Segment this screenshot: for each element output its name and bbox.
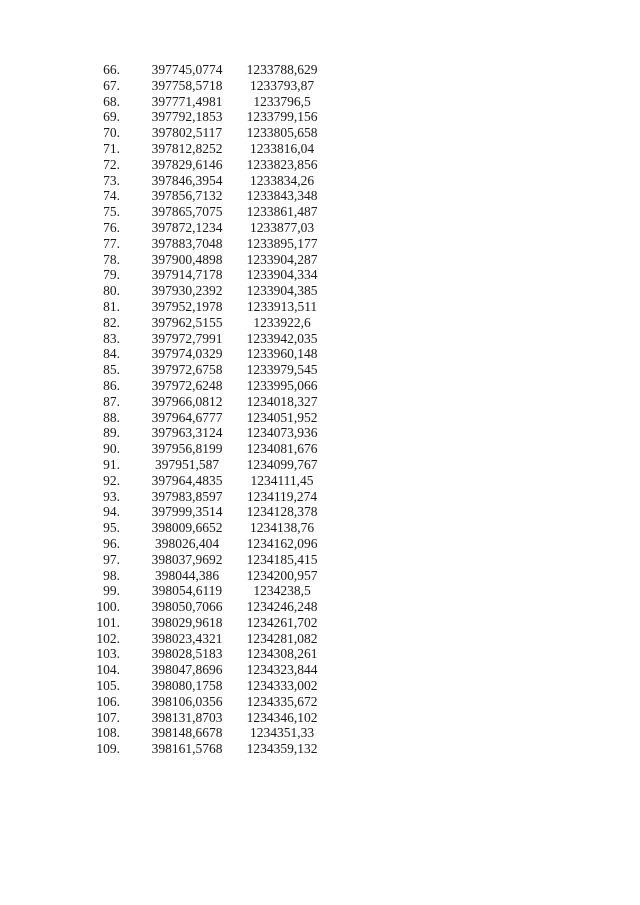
x-coordinate: 397758,5718: [151, 77, 223, 93]
y-coordinate: 1234081,676: [246, 441, 318, 457]
x-coordinate: 397972,6758: [151, 362, 223, 378]
point-number: 69.: [103, 109, 120, 125]
table-row: [70, 362, 332, 378]
point-number: 98.: [103, 567, 120, 583]
y-coordinate: 1234051,952: [246, 409, 318, 425]
table-row: [70, 536, 332, 552]
point-number: 90.: [103, 441, 120, 457]
y-coordinate: 1233922,6: [253, 314, 311, 330]
y-coordinate: 1234200,957: [246, 567, 318, 583]
x-coordinate: 398028,5183: [151, 646, 223, 662]
table-row: [70, 315, 332, 331]
point-number: 97.: [103, 551, 120, 567]
y-coordinate: 1234346,102: [246, 709, 318, 725]
coordinate-table-body: [70, 62, 332, 757]
y-coordinate: 1233816,04: [249, 140, 315, 156]
table-row: [70, 109, 332, 125]
y-coordinate: 1233796,5: [253, 93, 311, 109]
point-number: 108.: [96, 725, 120, 741]
table-row: [70, 457, 332, 473]
y-coordinate: 1234138,76: [249, 520, 315, 536]
x-coordinate: 398106,0356: [151, 693, 223, 709]
point-number: 94.: [103, 504, 120, 520]
table-row: [70, 489, 332, 505]
x-coordinate: 397856,7132: [151, 188, 223, 204]
x-coordinate: 398044,386: [154, 567, 220, 583]
y-coordinate: 1234359,132: [246, 741, 318, 757]
point-number: 71.: [103, 140, 120, 156]
table-row: [70, 299, 332, 315]
table-row: [70, 410, 332, 426]
x-coordinate: 397771,4981: [151, 93, 223, 109]
point-number: 92.: [103, 472, 120, 488]
table-row: [70, 599, 332, 615]
table-row: [70, 188, 332, 204]
x-coordinate: 398047,8696: [151, 662, 223, 678]
y-coordinate: 1234335,672: [246, 693, 318, 709]
table-row: [70, 173, 332, 189]
x-coordinate: 397963,3124: [151, 425, 223, 441]
point-number: 80.: [103, 283, 120, 299]
y-coordinate: 1233793,87: [249, 77, 315, 93]
point-number: 105.: [96, 678, 120, 694]
y-coordinate: 1234099,767: [246, 456, 318, 472]
point-number: 77.: [103, 235, 120, 251]
point-number: 88.: [103, 409, 120, 425]
x-coordinate: 398161,5768: [151, 741, 223, 757]
point-number: 103.: [96, 646, 120, 662]
table-row: [70, 94, 332, 110]
y-coordinate: 1234162,096: [246, 535, 318, 551]
x-coordinate: 397865,7075: [151, 204, 223, 220]
y-coordinate: 1234323,844: [246, 662, 318, 678]
point-number: 87.: [103, 393, 120, 409]
point-number: 66.: [103, 62, 120, 77]
table-row: [70, 125, 332, 141]
table-row: [70, 568, 332, 584]
y-coordinate: 1234351,33: [249, 725, 315, 741]
x-coordinate: 397964,4835: [151, 472, 223, 488]
x-coordinate: 398148,6678: [151, 725, 223, 741]
y-coordinate: 1234119,274: [246, 488, 318, 504]
x-coordinate: 398050,7066: [151, 599, 223, 615]
point-number: 70.: [103, 125, 120, 141]
x-coordinate: 397972,7991: [151, 330, 223, 346]
table-row: [70, 378, 332, 394]
table-row: [70, 678, 332, 694]
y-coordinate: 1233823,856: [246, 156, 318, 172]
point-number: 93.: [103, 488, 120, 504]
table-row: [70, 157, 332, 173]
table-row: [70, 62, 332, 78]
x-coordinate: 397914,7178: [151, 267, 223, 283]
point-number: 82.: [103, 314, 120, 330]
y-coordinate: 1233895,177: [246, 235, 318, 251]
x-coordinate: 398023,4321: [151, 630, 223, 646]
x-coordinate: 397930,2392: [151, 283, 223, 299]
y-coordinate: 1233904,385: [246, 283, 318, 299]
table-row: [70, 631, 332, 647]
table-row: [70, 725, 332, 741]
x-coordinate: 397964,6777: [151, 409, 223, 425]
x-coordinate: 398131,8703: [151, 709, 223, 725]
table-row: [70, 473, 332, 489]
table-row: [70, 710, 332, 726]
x-coordinate: 397792,1853: [151, 109, 223, 125]
point-number: 96.: [103, 535, 120, 551]
y-coordinate: 1233979,545: [246, 362, 318, 378]
x-coordinate: 398054,6119: [151, 583, 223, 599]
x-coordinate: 397900,4898: [151, 251, 223, 267]
y-coordinate: 1233834,26: [249, 172, 315, 188]
y-coordinate: 1233877,03: [249, 219, 315, 235]
x-coordinate: 397745,0774: [151, 62, 223, 77]
y-coordinate: 1233995,066: [246, 377, 318, 393]
y-coordinate: 1233904,334: [246, 267, 318, 283]
x-coordinate: 398026,404: [154, 535, 220, 551]
y-coordinate: 1234185,415: [246, 551, 318, 567]
table-row: [70, 741, 332, 757]
point-number: 75.: [103, 204, 120, 220]
point-number: 100.: [96, 599, 120, 615]
point-number: 81.: [103, 298, 120, 314]
x-coordinate: 397956,8199: [151, 441, 223, 457]
y-coordinate: 1234246,248: [246, 599, 318, 615]
table-row: [70, 552, 332, 568]
table-row: [70, 646, 332, 662]
y-coordinate: 1234018,327: [246, 393, 318, 409]
y-coordinate: 1233942,035: [246, 330, 318, 346]
table-row: [70, 504, 332, 520]
point-number: 74.: [103, 188, 120, 204]
point-number: 106.: [96, 693, 120, 709]
y-coordinate: 1234281,082: [246, 630, 318, 646]
table-row: [70, 252, 332, 268]
point-number: 73.: [103, 172, 120, 188]
coordinate-table: [70, 62, 332, 757]
table-row: [70, 331, 332, 347]
x-coordinate: 398029,9618: [151, 614, 223, 630]
table-row: [70, 394, 332, 410]
y-coordinate: 1233805,658: [246, 125, 318, 141]
y-coordinate: 1233960,148: [246, 346, 318, 362]
table-row: [70, 615, 332, 631]
y-coordinate: 1233843,348: [246, 188, 318, 204]
point-number: 72.: [103, 156, 120, 172]
table-row: [70, 346, 332, 362]
table-row: [70, 283, 332, 299]
table-row: [70, 78, 332, 94]
table-row: [70, 204, 332, 220]
point-number: 91.: [103, 456, 120, 472]
x-coordinate: 397966,0812: [151, 393, 223, 409]
point-number: 76.: [103, 219, 120, 235]
point-number: 67.: [103, 77, 120, 93]
x-coordinate: 398037,9692: [151, 551, 223, 567]
table-row: [70, 236, 332, 252]
point-number: 78.: [103, 251, 120, 267]
x-coordinate: 398009,6652: [151, 520, 223, 536]
x-coordinate: 397974,0329: [151, 346, 223, 362]
point-number: 68.: [103, 93, 120, 109]
table-row: [70, 583, 332, 599]
y-coordinate: 1234308,261: [246, 646, 318, 662]
x-coordinate: 397972,6248: [151, 377, 223, 393]
x-coordinate: 397999,3514: [151, 504, 223, 520]
y-coordinate: 1233904,287: [246, 251, 318, 267]
point-number: 109.: [96, 741, 120, 757]
table-row: [70, 141, 332, 157]
y-coordinate: 1234111,45: [250, 472, 314, 488]
x-coordinate: 398080,1758: [151, 678, 223, 694]
x-coordinate: 397952,1978: [151, 298, 223, 314]
x-coordinate: 397883,7048: [151, 235, 223, 251]
y-coordinate: 1234238,5: [253, 583, 311, 599]
x-coordinate: 397872,1234: [151, 219, 223, 235]
x-coordinate: 397846,3954: [151, 172, 223, 188]
y-coordinate: 1234073,936: [246, 425, 318, 441]
point-number: 89.: [103, 425, 120, 441]
point-number: 102.: [96, 630, 120, 646]
table-row: [70, 441, 332, 457]
point-number: 85.: [103, 362, 120, 378]
point-number: 84.: [103, 346, 120, 362]
point-number: 101.: [96, 614, 120, 630]
point-number: 83.: [103, 330, 120, 346]
point-number: 99.: [103, 583, 120, 599]
point-number: 79.: [103, 267, 120, 283]
y-coordinate: 1233799,156: [246, 109, 318, 125]
x-coordinate: 397812,8252: [151, 140, 223, 156]
x-coordinate: 397983,8597: [151, 488, 223, 504]
point-number: 86.: [103, 377, 120, 393]
y-coordinate: 1233913,511: [246, 298, 318, 314]
table-row: [70, 425, 332, 441]
x-coordinate: 397829,6146: [151, 156, 223, 172]
table-row: [70, 220, 332, 236]
y-coordinate: 1234333,002: [246, 678, 318, 694]
x-coordinate: 397962,5155: [151, 314, 223, 330]
point-number: 95.: [103, 520, 120, 536]
table-row: [70, 694, 332, 710]
x-coordinate: 397802,5117: [151, 125, 223, 141]
table-row: [70, 267, 332, 283]
table-row: [70, 520, 332, 536]
table-row: [70, 662, 332, 678]
y-coordinate: 1234261,702: [246, 614, 318, 630]
y-coordinate: 1233788,629: [246, 62, 318, 77]
x-coordinate: 397951,587: [154, 456, 220, 472]
point-number: 104.: [96, 662, 120, 678]
y-coordinate: 1233861,487: [246, 204, 318, 220]
point-number: 107.: [96, 709, 120, 725]
y-coordinate: 1234128,378: [246, 504, 318, 520]
